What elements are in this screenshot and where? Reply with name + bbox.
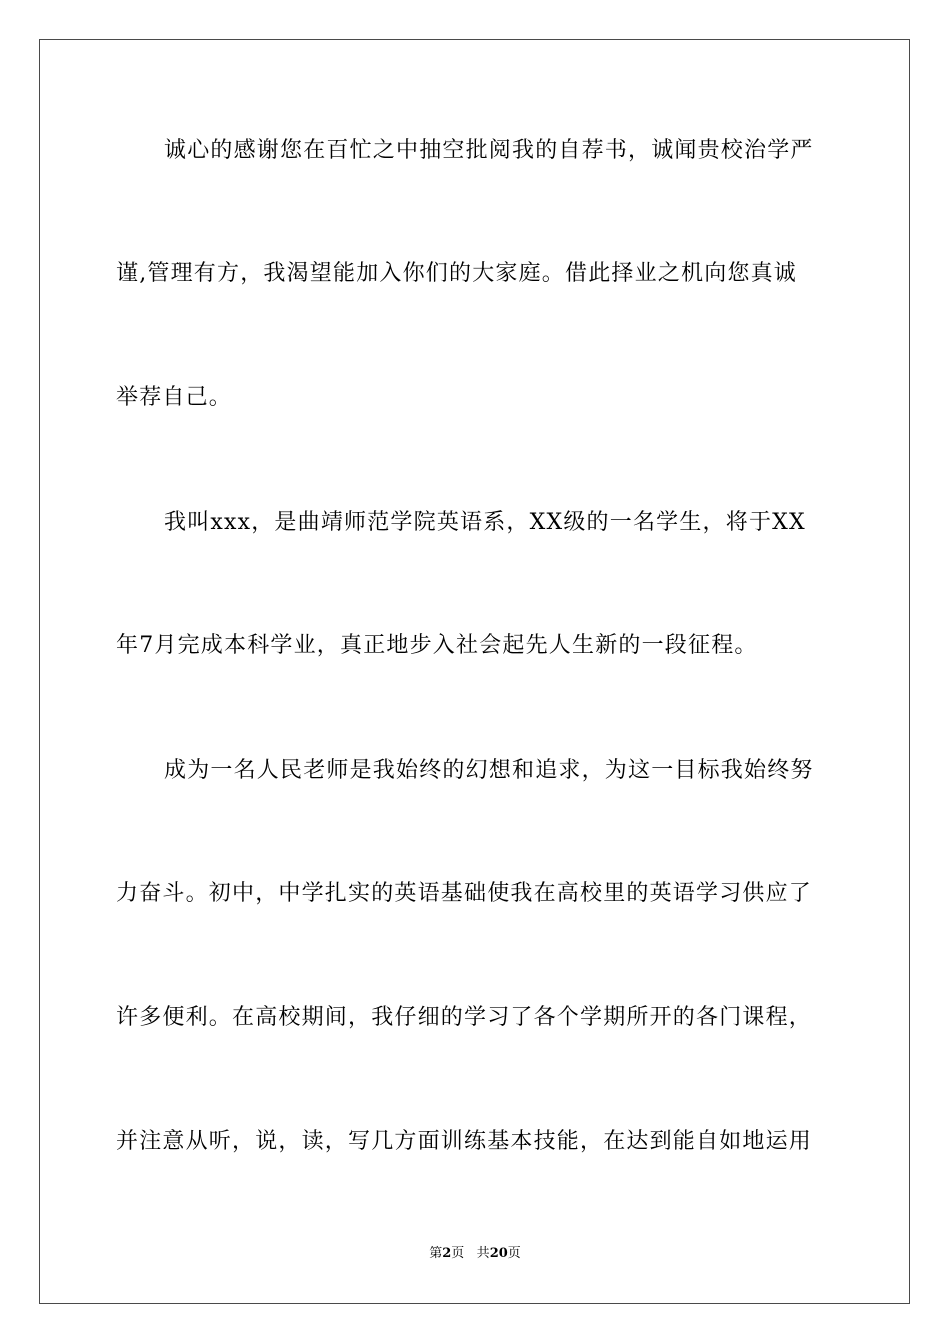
paragraph-3-line-2: 力奋斗。初中，中学扎实的英语基础使我在高校里的英语学习供应了 <box>116 881 813 906</box>
page-footer <box>0 1245 950 1263</box>
paragraph-1-line-3: 举荐自己。 <box>116 385 233 410</box>
paragraph-1-line-1: 诚心的感谢您在百忙之中抽空批阅我的自荐书，诚闻贵校治学严 <box>164 138 814 163</box>
paragraph-3-line-3: 许多便利。在高校期间，我仔细的学习了各个学期所开的各门课程， <box>116 1005 813 1030</box>
footer-prefix: 第 <box>429 1246 443 1261</box>
page-frame <box>39 39 910 1304</box>
paragraph-1-line-2: 谨,管理有方，我渴望能加入你们的大家庭。借此择业之机向您真诚 <box>116 261 797 286</box>
paragraph-2-line-2: 年7月完成本科学业，真正地步入社会起先人生新的一段征程。 <box>116 633 758 658</box>
paragraph-3-line-1: 成为一名人民老师是我始终的幻想和追求，为这一目标我始终努 <box>164 758 814 783</box>
paragraph-3-line-4: 并注意从听，说，读，写几方面训练基本技能，在达到能自如地运用 <box>116 1129 813 1154</box>
footer-total-prefix: 共 <box>476 1246 490 1261</box>
footer-page-word: 页 <box>451 1246 465 1261</box>
paragraph-2-line-1: 我叫xxx，是曲靖师范学院英语系，XX级的一名学生，将于XX <box>164 510 806 535</box>
footer-current-page: 2 <box>442 1246 452 1261</box>
footer-total-pages: 20 <box>489 1246 508 1261</box>
footer-total-suffix: 页 <box>507 1246 521 1261</box>
